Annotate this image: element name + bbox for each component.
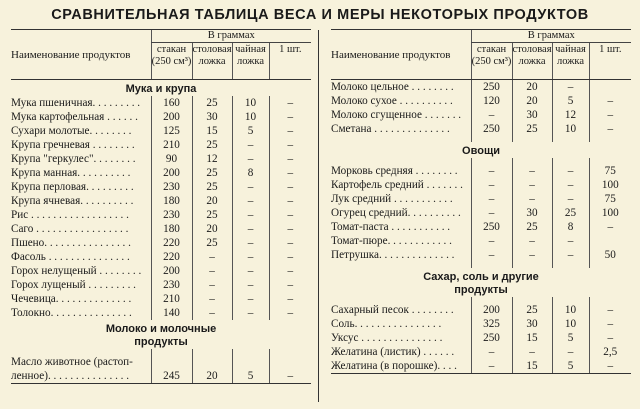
tablespoon-value-cell: – xyxy=(192,292,232,306)
piece-value-cell: – xyxy=(269,292,311,306)
section-dairy xyxy=(11,320,311,349)
piece-value-cell: – xyxy=(269,306,311,320)
product-name-cell: Молоко сухое . . . . . . . . . . xyxy=(331,95,453,107)
section-title xyxy=(331,268,631,297)
table-row xyxy=(331,331,631,345)
piece-value-cell: 100 xyxy=(589,178,631,192)
piece-value-cell: – xyxy=(269,194,311,208)
tablespoon-value-cell: 25 xyxy=(512,122,552,136)
product-name-cell: Огурец средний. . . . . . . . . . xyxy=(331,207,461,219)
table-row xyxy=(331,248,631,262)
glass-value-cell: 250 xyxy=(471,122,512,136)
teaspoon-value-cell: – xyxy=(232,152,269,166)
product-name-cell: Крупа "геркулес". . . . . . . . xyxy=(11,153,136,165)
tablespoon-value-cell: 20 xyxy=(512,94,552,108)
glass-value-cell: 230 xyxy=(151,208,192,222)
product-name-cell: Морковь средняя . . . . . . . . xyxy=(331,165,458,177)
section-title-line: Молоко и молочные xyxy=(105,323,217,335)
glass-value-cell: 200 xyxy=(471,303,512,317)
tablespoon-value-cell: 25 xyxy=(512,303,552,317)
teaspoon-value-cell xyxy=(232,355,269,369)
piece-value-cell: 2,5 xyxy=(589,345,631,359)
glass-value-cell: – xyxy=(471,178,512,192)
product-name-cell: Соль. . . . . . . . . . . . . . . . xyxy=(331,318,442,330)
table-row xyxy=(331,164,631,178)
section-title-line: Мука и крупа xyxy=(125,83,197,95)
table-row xyxy=(331,317,631,331)
product-name-cell: Молоко сгущенное . . . . . . . xyxy=(331,109,462,121)
column-divider xyxy=(318,30,319,402)
teaspoon-value-cell: – xyxy=(552,164,589,178)
glass-value-cell: 120 xyxy=(471,94,512,108)
tablespoon-value-cell: 15 xyxy=(512,331,552,345)
table-row xyxy=(331,178,631,192)
glass-value-cell: 250 xyxy=(471,80,512,95)
teaspoon-value-cell: – xyxy=(232,236,269,250)
section-vegetables xyxy=(331,142,631,158)
tablespoon-value-cell: 30 xyxy=(512,206,552,220)
piece-value-cell: – xyxy=(269,264,311,278)
section-title-line: продукты xyxy=(134,336,188,348)
piece-value-cell: – xyxy=(269,96,311,110)
tablespoon-value-cell: 20 xyxy=(192,222,232,236)
table-row xyxy=(331,80,631,95)
table-row xyxy=(11,306,311,320)
glass-value-cell: – xyxy=(471,359,512,374)
teaspoon-value-cell: 10 xyxy=(552,317,589,331)
piece-value-cell: 75 xyxy=(589,192,631,206)
piece-value-cell: – xyxy=(269,152,311,166)
tablespoon-value-cell: – xyxy=(512,164,552,178)
tablespoon-value-cell: – xyxy=(512,345,552,359)
header-tablespoon: столовая ложка xyxy=(192,43,232,80)
glass-value-cell: 180 xyxy=(151,222,192,236)
glass-value-cell: 200 xyxy=(151,166,192,180)
glass-value-cell: 245 xyxy=(151,369,192,384)
product-name-cell: Мука пшеничная. . . . . . . . . xyxy=(11,97,141,109)
table-row xyxy=(11,355,311,369)
table-row xyxy=(11,124,311,138)
table-row xyxy=(11,208,311,222)
tablespoon-value-cell: – xyxy=(512,192,552,206)
teaspoon-value-cell: 10 xyxy=(232,96,269,110)
glass-value-cell: 210 xyxy=(151,292,192,306)
teaspoon-value-cell: – xyxy=(232,306,269,320)
teaspoon-value-cell: – xyxy=(232,264,269,278)
piece-value-cell: – xyxy=(589,317,631,331)
tablespoon-value-cell: – xyxy=(512,248,552,262)
section-sugar-salt xyxy=(331,268,631,297)
glass-value-cell: 200 xyxy=(151,264,192,278)
tablespoon-value-cell: 30 xyxy=(192,110,232,124)
product-name-cell: Томат-паста . . . . . . . . . . . xyxy=(331,221,451,233)
glass-value-cell: – xyxy=(471,248,512,262)
right-table xyxy=(331,29,631,374)
product-name-cell: Фасоль . . . . . . . . . . . . . . . xyxy=(11,251,130,263)
product-name-cell: Крупа ячневая. . . . . . . . . . xyxy=(11,195,134,207)
product-name-cell: Горох нелущеный . . . . . . . . xyxy=(11,265,142,277)
teaspoon-value-cell: – xyxy=(552,345,589,359)
table-row xyxy=(331,108,631,122)
table-row xyxy=(331,345,631,359)
table-row xyxy=(11,96,311,110)
product-name-cell: Крупа гречневая . . . . . . . . xyxy=(11,139,135,151)
glass-value-cell: 325 xyxy=(471,317,512,331)
right-table-panel xyxy=(331,29,631,374)
tablespoon-value-cell: 25 xyxy=(192,138,232,152)
product-name-cell: Уксус . . . . . . . . . . . . . . . xyxy=(331,332,443,344)
teaspoon-value-cell: – xyxy=(232,138,269,152)
piece-value-cell: – xyxy=(269,236,311,250)
piece-value-cell: – xyxy=(269,369,311,384)
product-name-cell: Сметана . . . . . . . . . . . . . . xyxy=(331,123,450,135)
product-name-cell: Желатина (листик) . . . . . . xyxy=(331,346,455,358)
product-name-cell: Петрушка. . . . . . . . . . . . . . xyxy=(331,249,455,261)
teaspoon-value-cell: – xyxy=(232,250,269,264)
product-name-cell: Саго . . . . . . . . . . . . . . . . . xyxy=(11,223,129,235)
header-glass: стакан (250 см³) xyxy=(471,43,512,80)
table-row xyxy=(331,206,631,220)
piece-value-cell: 50 xyxy=(589,248,631,262)
teaspoon-value-cell: 10 xyxy=(552,122,589,136)
product-name-cell: Чечевица. . . . . . . . . . . . . . xyxy=(11,293,132,305)
tablespoon-value-cell xyxy=(192,355,232,369)
piece-value-cell xyxy=(589,80,631,95)
piece-value-cell: – xyxy=(269,180,311,194)
section-title xyxy=(11,80,311,97)
header-glass: стакан (250 см³) xyxy=(151,43,192,80)
teaspoon-value-cell: 5 xyxy=(552,94,589,108)
teaspoon-value-cell: 5 xyxy=(232,369,269,384)
header-grams-group: В граммах xyxy=(471,30,631,43)
header-teaspoon: чайная ложка xyxy=(552,43,589,80)
section-title-line: Сахар, соль и другие xyxy=(423,271,539,283)
table-row xyxy=(11,110,311,124)
teaspoon-value-cell: 8 xyxy=(552,220,589,234)
glass-value-cell: 210 xyxy=(151,138,192,152)
product-name-cell: Мука картофельная . . . . . . xyxy=(11,111,138,123)
piece-value-cell: – xyxy=(589,359,631,374)
table-row xyxy=(331,122,631,136)
product-name-cell: Горох лущеный . . . . . . . . . xyxy=(11,279,136,291)
tablespoon-value-cell: 20 xyxy=(192,369,232,384)
table-row xyxy=(331,303,631,317)
tablespoon-value-cell: – xyxy=(192,306,232,320)
piece-value-cell: – xyxy=(589,94,631,108)
table-row xyxy=(11,152,311,166)
left-table xyxy=(11,29,311,384)
tablespoon-value-cell: – xyxy=(192,278,232,292)
section-title xyxy=(11,320,311,349)
product-name-cell: Рис . . . . . . . . . . . . . . . . . . xyxy=(11,209,129,221)
tablespoon-value-cell: 20 xyxy=(192,194,232,208)
piece-value-cell: – xyxy=(589,331,631,345)
product-name-cell: Лук средний . . . . . . . . . . . xyxy=(331,193,453,205)
piece-value-cell: – xyxy=(589,220,631,234)
teaspoon-value-cell: – xyxy=(232,292,269,306)
page-title: СРАВНИТЕЛЬНАЯ ТАБЛИЦА ВЕСА И МЕРЫ НЕКОТОРЫХ ПРОДУКТОВ xyxy=(51,7,589,23)
tablespoon-value-cell: 15 xyxy=(512,359,552,374)
teaspoon-value-cell: – xyxy=(552,192,589,206)
table-row xyxy=(331,234,631,248)
piece-value-cell: – xyxy=(589,108,631,122)
table-row xyxy=(11,138,311,152)
tablespoon-value-cell: 25 xyxy=(192,180,232,194)
glass-value-cell: 250 xyxy=(471,331,512,345)
left-table-panel xyxy=(11,29,311,384)
table-row xyxy=(11,222,311,236)
header-product-name: Наименование продуктов xyxy=(11,30,151,80)
tablespoon-value-cell: 25 xyxy=(192,96,232,110)
teaspoon-value-cell: 5 xyxy=(552,359,589,374)
teaspoon-value-cell: 5 xyxy=(232,124,269,138)
glass-value-cell: 200 xyxy=(151,110,192,124)
piece-value-cell: – xyxy=(269,278,311,292)
tablespoon-value-cell: 25 xyxy=(192,166,232,180)
glass-value-cell: – xyxy=(471,206,512,220)
glass-value-cell: 220 xyxy=(151,250,192,264)
piece-value-cell: – xyxy=(269,124,311,138)
piece-value-cell: – xyxy=(269,110,311,124)
teaspoon-value-cell: 25 xyxy=(552,206,589,220)
tablespoon-value-cell: 25 xyxy=(192,208,232,222)
piece-value-cell: – xyxy=(589,122,631,136)
product-name-cell: Крупа перловая. . . . . . . . . xyxy=(11,181,134,193)
tablespoon-value-cell: – xyxy=(192,250,232,264)
glass-value-cell: – xyxy=(471,192,512,206)
teaspoon-value-cell: – xyxy=(232,180,269,194)
teaspoon-value-cell: – xyxy=(552,80,589,95)
tablespoon-value-cell: – xyxy=(512,178,552,192)
piece-value-cell: – xyxy=(269,222,311,236)
table-row xyxy=(11,264,311,278)
table-row xyxy=(11,250,311,264)
section-title xyxy=(331,142,631,158)
piece-value-cell xyxy=(269,355,311,369)
piece-value-cell: – xyxy=(269,208,311,222)
teaspoon-value-cell: 10 xyxy=(232,110,269,124)
header-grams-group: В граммах xyxy=(151,30,311,43)
glass-value-cell: – xyxy=(471,108,512,122)
product-name-cell: Крупа манная. . . . . . . . . . xyxy=(11,167,131,179)
teaspoon-value-cell: 5 xyxy=(552,331,589,345)
teaspoon-value-cell: – xyxy=(552,248,589,262)
glass-value-cell xyxy=(151,355,192,369)
glass-value-cell: 230 xyxy=(151,278,192,292)
teaspoon-value-cell: – xyxy=(232,208,269,222)
table-row xyxy=(331,94,631,108)
piece-value-cell: – xyxy=(269,138,311,152)
table-row xyxy=(331,359,631,374)
product-name-cell: Сахарный песок . . . . . . . . xyxy=(331,304,454,316)
product-name-cell: Сухари молотые. . . . . . . . xyxy=(11,125,132,137)
header-piece: 1 шт. xyxy=(269,43,311,80)
product-name-cell: Картофель средний . . . . . . . xyxy=(331,179,463,191)
tablespoon-value-cell: 30 xyxy=(512,108,552,122)
piece-value-cell xyxy=(589,234,631,248)
tablespoon-value-cell: – xyxy=(512,234,552,248)
piece-value-cell: – xyxy=(269,250,311,264)
tablespoon-value-cell: 20 xyxy=(512,80,552,95)
table-row xyxy=(11,278,311,292)
table-row xyxy=(11,166,311,180)
teaspoon-value-cell: – xyxy=(552,178,589,192)
piece-value-cell: – xyxy=(269,166,311,180)
glass-value-cell: 250 xyxy=(471,220,512,234)
glass-value-cell: 220 xyxy=(151,236,192,250)
table-row xyxy=(11,369,311,384)
glass-value-cell: 140 xyxy=(151,306,192,320)
header-product-name: Наименование продуктов xyxy=(331,30,471,80)
glass-value-cell: 180 xyxy=(151,194,192,208)
table-row xyxy=(11,236,311,250)
glass-value-cell: – xyxy=(471,164,512,178)
teaspoon-value-cell: – xyxy=(232,194,269,208)
table-row xyxy=(11,194,311,208)
glass-value-cell: – xyxy=(471,345,512,359)
section-title-line: продукты xyxy=(454,284,508,296)
teaspoon-value-cell: – xyxy=(232,222,269,236)
header-tablespoon: столовая ложка xyxy=(512,43,552,80)
tablespoon-value-cell: 25 xyxy=(512,220,552,234)
header-teaspoon: чайная ложка xyxy=(232,43,269,80)
piece-value-cell: – xyxy=(589,303,631,317)
tablespoon-value-cell: 15 xyxy=(192,124,232,138)
glass-value-cell: 160 xyxy=(151,96,192,110)
product-name-cell: Желатина (в порошке). . . . xyxy=(331,359,471,374)
table-row xyxy=(331,192,631,206)
product-name-cell: Томат-пюре. . . . . . . . . . . . xyxy=(331,235,452,247)
tablespoon-value-cell: 25 xyxy=(192,236,232,250)
table-row xyxy=(331,220,631,234)
piece-value-cell: 75 xyxy=(589,164,631,178)
table-row xyxy=(11,292,311,306)
teaspoon-value-cell: 12 xyxy=(552,108,589,122)
section-flour xyxy=(11,80,311,97)
teaspoon-value-cell: – xyxy=(232,278,269,292)
product-name-cell: Пшено. . . . . . . . . . . . . . . . xyxy=(11,237,131,249)
teaspoon-value-cell: 10 xyxy=(552,303,589,317)
product-name-cell: Молоко цельное . . . . . . . . xyxy=(331,81,454,93)
tablespoon-value-cell: 12 xyxy=(192,152,232,166)
table-row xyxy=(11,180,311,194)
section-title-line: Овощи xyxy=(462,145,500,157)
tablespoon-value-cell: – xyxy=(192,264,232,278)
piece-value-cell: 100 xyxy=(589,206,631,220)
product-name-cell: Толокно. . . . . . . . . . . . . . . xyxy=(11,307,132,319)
glass-value-cell: 230 xyxy=(151,180,192,194)
product-name-cell: Масло животное (растоп- xyxy=(11,356,133,368)
teaspoon-value-cell: – xyxy=(552,234,589,248)
glass-value-cell: – xyxy=(471,234,512,248)
header-piece: 1 шт. xyxy=(589,43,631,80)
teaspoon-value-cell: 8 xyxy=(232,166,269,180)
glass-value-cell: 90 xyxy=(151,152,192,166)
product-name-cell: ленное). . . . . . . . . . . . . . . xyxy=(11,369,151,384)
glass-value-cell: 125 xyxy=(151,124,192,138)
tablespoon-value-cell: 30 xyxy=(512,317,552,331)
